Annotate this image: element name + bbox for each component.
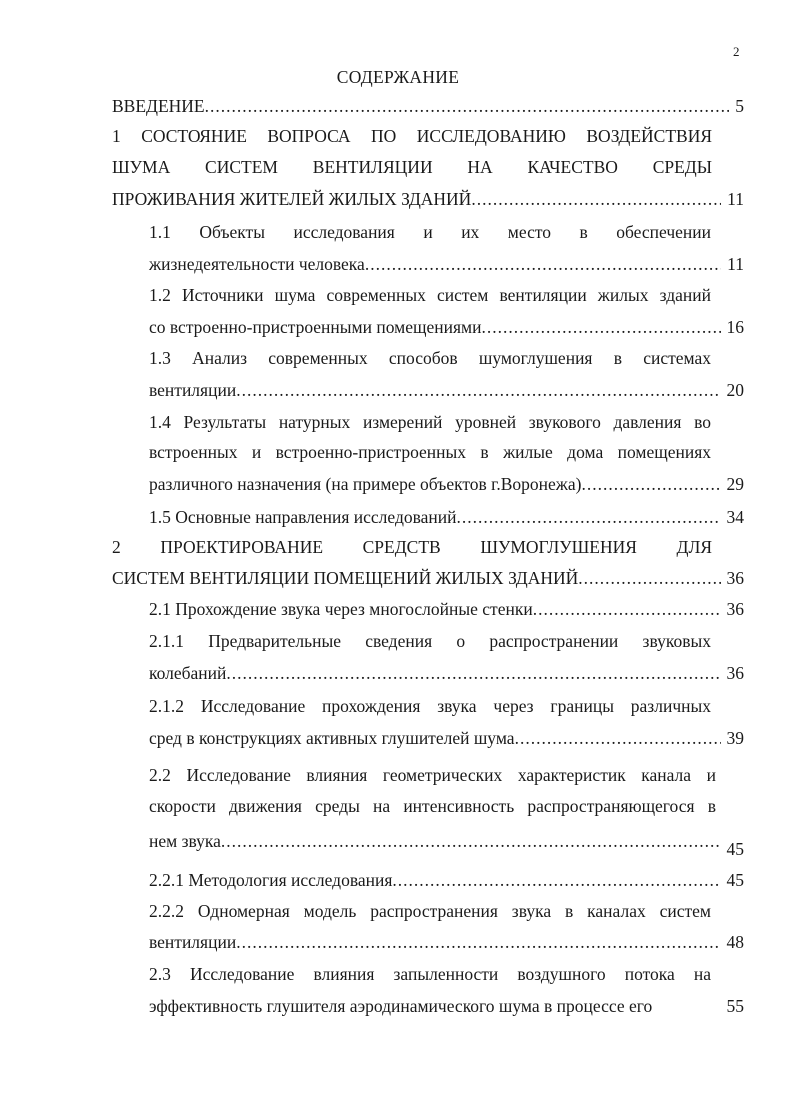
dot-leader xyxy=(236,379,720,401)
toc-entry-1-1[interactable] xyxy=(149,253,744,275)
toc-entry-2-2[interactable] xyxy=(149,830,744,859)
toc-page-number: 55 xyxy=(726,996,744,1016)
toc-entry-title: со встроенно-пристроенными помещениями xyxy=(149,317,482,337)
toc-page-number: 36 xyxy=(726,663,744,683)
toc-entry-title: колебаний xyxy=(149,663,227,683)
dot-leader xyxy=(457,506,721,528)
dot-leader xyxy=(221,830,721,852)
toc-page-number: 36 xyxy=(726,599,744,619)
toc-page-number: 16 xyxy=(726,317,744,337)
toc-page-number: 20 xyxy=(726,380,744,400)
toc-page-number: 11 xyxy=(727,254,744,274)
toc-entry-intro[interactable] xyxy=(112,95,744,117)
toc-page-number: 36 xyxy=(726,568,744,588)
toc-entry-1-2-line-1[interactable]: 1.2 Источники шума современных систем вентиляции жилых зданий xyxy=(149,285,711,305)
dot-leader xyxy=(471,188,721,210)
toc-entry-title: СИСТЕМ ВЕНТИЛЯЦИИ ПОМЕЩЕНИЙ ЖИЛЫХ ЗДАНИЙ xyxy=(112,568,579,588)
toc-entry-2-3[interactable] xyxy=(149,995,744,1017)
toc-entry-2-1-2-line-1[interactable]: 2.1.2 Исследование прохождения звука через границы различных xyxy=(149,696,711,716)
dot-leader xyxy=(578,567,720,589)
toc-entry-2-2-1[interactable] xyxy=(149,869,744,891)
dot-leader xyxy=(582,473,721,495)
toc-entry-2-2-line-2[interactable]: скорости движения среды на интенсивность распространяющегося в xyxy=(149,796,716,816)
toc-page-number: 5 xyxy=(735,96,744,116)
toc-entry-2-3-line-1[interactable]: 2.3 Исследование влияния запыленности воздушного потока на xyxy=(149,964,711,984)
dot-leader xyxy=(392,869,720,891)
toc-entry-2-2-line-1[interactable]: 2.2 Исследование влияния геометрических характеристик канала и xyxy=(149,765,716,785)
page-title: СОДЕРЖАНИЕ xyxy=(336,67,460,87)
dot-leader xyxy=(533,598,721,620)
toc-page-number: 39 xyxy=(726,728,744,748)
toc-entry-title: 2.2.1 Методология исследования xyxy=(149,870,393,890)
toc-page-number: 45 xyxy=(726,839,744,859)
toc-entry-2-line-1[interactable]: 2 ПРОЕКТИРОВАНИЕ СРЕДСТВ ШУМОГЛУШЕНИЯ ДЛЯ xyxy=(112,537,712,557)
toc-entry-title: вентиляции xyxy=(149,380,237,400)
toc-entry-title: эффективность глушителя аэродинамического шума в процессе его xyxy=(149,996,653,1016)
toc-entry-title: нем звука xyxy=(149,831,221,851)
dot-leader xyxy=(236,931,720,953)
toc-entry-title: вентиляции xyxy=(149,932,237,952)
toc-entry-1-2[interactable] xyxy=(149,316,744,338)
toc-entry-title: различного назначения (на примере объектов г.Воронежа) xyxy=(149,474,582,494)
toc-entry-title: жизнедеятельности человека xyxy=(149,254,365,274)
dot-leader xyxy=(226,662,720,684)
toc-entry-1-3-line-1[interactable]: 1.3 Анализ современных способов шумоглушения в системах xyxy=(149,348,711,368)
toc-page-number: 34 xyxy=(726,507,744,527)
dot-leader xyxy=(515,727,721,749)
toc-page-number: 29 xyxy=(726,474,744,494)
toc-entry-title: 1.5 Основные направления исследований xyxy=(149,507,457,527)
toc-entry-2[interactable] xyxy=(112,567,744,589)
toc-entry-1-line-1[interactable]: 1 СОСТОЯНИЕ ВОПРОСА ПО ИССЛЕДОВАНИЮ ВОЗДЕЙСТВИЯ xyxy=(112,126,712,146)
toc-entry-2-1-2[interactable] xyxy=(149,727,744,749)
toc-page-number: 11 xyxy=(727,189,744,209)
toc-entry-1-4-line-1[interactable]: 1.4 Результаты натурных измерений уровней звукового давления во xyxy=(149,412,711,432)
toc-entry-1[interactable] xyxy=(112,188,744,210)
toc-entry-2-1-1[interactable] xyxy=(149,662,744,684)
dot-leader xyxy=(205,95,730,117)
toc-entry-1-3[interactable] xyxy=(149,379,744,401)
toc-entry-title: сред в конструкциях активных глушителей шума xyxy=(149,728,515,748)
toc-page-number: 45 xyxy=(726,870,744,890)
toc-entry-2-2-2-line-1[interactable]: 2.2.2 Одномерная модель распространения звука в каналах систем xyxy=(149,901,711,921)
dot-leader xyxy=(481,316,720,338)
toc-entry-title: ВВЕДЕНИЕ xyxy=(112,96,205,116)
toc-entry-2-2-2[interactable] xyxy=(149,931,744,953)
toc-entry-1-4-line-2[interactable]: встроенных и встроенно-пристроенных в жилые дома помещениях xyxy=(149,442,711,462)
toc-entry-1-4[interactable] xyxy=(149,473,744,495)
toc-entry-title: ПРОЖИВАНИЯ ЖИТЕЛЕЙ ЖИЛЫХ ЗДАНИЙ xyxy=(112,189,472,209)
toc-entry-1-5[interactable] xyxy=(149,506,744,528)
toc-entry-2-1[interactable] xyxy=(149,598,744,620)
toc-entry-title: 2.1 Прохождение звука через многослойные стенки xyxy=(149,599,533,619)
toc-entry-1-1-line-1[interactable]: 1.1 Объекты исследования и их место в обеспечении xyxy=(149,222,711,242)
toc-page-number: 48 xyxy=(726,932,744,952)
toc-entry-2-1-1-line-1[interactable]: 2.1.1 Предварительные сведения о распространении звуковых xyxy=(149,631,711,651)
page-number: 2 xyxy=(733,44,740,59)
toc-entry-1-line-2[interactable]: ШУМА СИСТЕМ ВЕНТИЛЯЦИИ НА КАЧЕСТВО СРЕДЫ xyxy=(112,157,712,177)
dot-leader xyxy=(365,253,721,275)
